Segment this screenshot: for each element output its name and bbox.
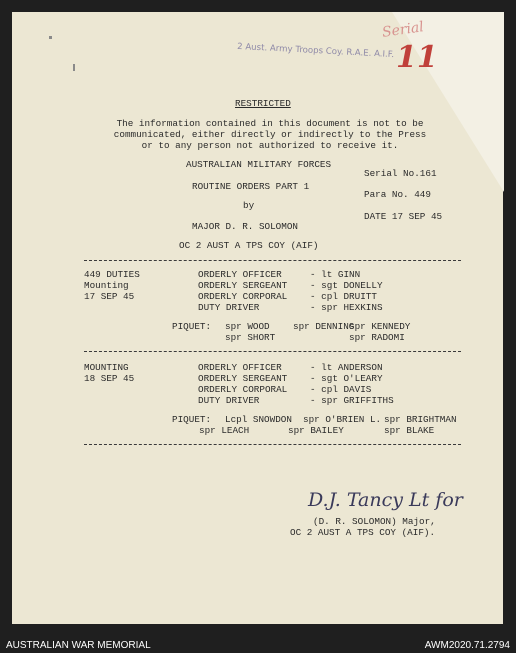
duty-name: - sgt O'LEARY — [310, 373, 383, 384]
notice-line: communicated, either directly or indirectly to the Press — [113, 129, 427, 140]
notice-line: The information contained in this document is not to be — [116, 118, 424, 129]
hole-mark — [49, 36, 52, 39]
serial-number: Serial No.161 — [364, 168, 437, 179]
duty-name: - spr GRIFFITHS — [310, 395, 394, 406]
orders-title: ROUTINE ORDERS PART 1 — [192, 181, 310, 192]
officer-name: MAJOR D. R. SOLOMON — [192, 221, 299, 232]
footer-accession-number: AWM2020.71.2794 — [424, 640, 510, 651]
divider — [84, 351, 461, 352]
signatory-unit: OC 2 AUST A TPS COY (AIF). — [290, 527, 436, 538]
signatory-name: (D. R. SOLOMON) Major, — [313, 516, 436, 527]
duty-role: DUTY DRIVER — [198, 395, 260, 406]
piquet-label: PIQUET: — [172, 414, 212, 425]
section-label: Mounting — [84, 280, 129, 291]
order-date: DATE 17 SEP 45 — [364, 211, 443, 222]
divider — [84, 260, 461, 261]
piquet-name: spr O'BRIEN L. — [303, 414, 382, 425]
section-label: 17 SEP 45 — [84, 291, 135, 302]
duty-role: ORDERLY OFFICER — [198, 269, 282, 280]
corner-number: 11 — [396, 40, 438, 75]
handwritten-signature: D.J. Tancy Lt for — [308, 489, 463, 511]
duty-role: ORDERLY OFFICER — [198, 362, 282, 373]
piquet-name: spr BRIGHTMAN — [384, 414, 457, 425]
piquet-name: spr SHORT — [225, 332, 276, 343]
force-title: AUSTRALIAN MILITARY FORCES — [186, 159, 332, 170]
restricted-heading: RESTRICTED — [235, 98, 291, 109]
duty-role: ORDERLY SERGEANT — [198, 373, 288, 384]
piquet-name: spr BLAKE — [384, 425, 435, 436]
duty-name: - lt ANDERSON — [310, 362, 383, 373]
duty-role: ORDERLY CORPORAL — [198, 384, 288, 395]
piquet-name: spr KENNEDY — [349, 321, 411, 332]
duty-role: ORDERLY CORPORAL — [198, 291, 288, 302]
piquet-name: spr WOOD — [225, 321, 270, 332]
footer-institution: AUSTRALIAN WAR MEMORIAL — [6, 640, 151, 651]
unit-name: OC 2 AUST A TPS COY (AIF) — [179, 240, 319, 251]
duty-role: DUTY DRIVER — [198, 302, 260, 313]
duty-name: - spr HEXKINS — [310, 302, 383, 313]
unit-stamp: 2 Aust. Army Troops Coy. R.A.E. A.I.F. — [236, 41, 395, 61]
piquet-name: spr LEACH — [199, 425, 250, 436]
notice-line: or to any person not authorized to receive it. — [141, 140, 399, 151]
hole-mark — [73, 64, 75, 71]
piquet-name: spr RADOMI — [349, 332, 405, 343]
piquet-name: Lcpl SNOWDON — [225, 414, 292, 425]
duty-name: - lt GINN — [310, 269, 361, 280]
corner-note: Serial — [381, 19, 425, 41]
duty-name: - cpl DAVIS — [310, 384, 372, 395]
piquet-label: PIQUET: — [172, 321, 212, 332]
duty-name: - sgt DONELLY — [310, 280, 383, 291]
section-label: 449 DUTIES — [84, 269, 140, 280]
by-line: by — [243, 200, 255, 211]
duty-name: - cpl DRUITT — [310, 291, 377, 302]
piquet-name: spr BAILEY — [288, 425, 344, 436]
section-label: MOUNTING — [84, 362, 129, 373]
duty-role: ORDERLY SERGEANT — [198, 280, 288, 291]
divider — [84, 444, 461, 445]
section-label: 18 SEP 45 — [84, 373, 135, 384]
piquet-name: spr DENNING — [293, 321, 355, 332]
para-number: Para No. 449 — [364, 189, 431, 200]
